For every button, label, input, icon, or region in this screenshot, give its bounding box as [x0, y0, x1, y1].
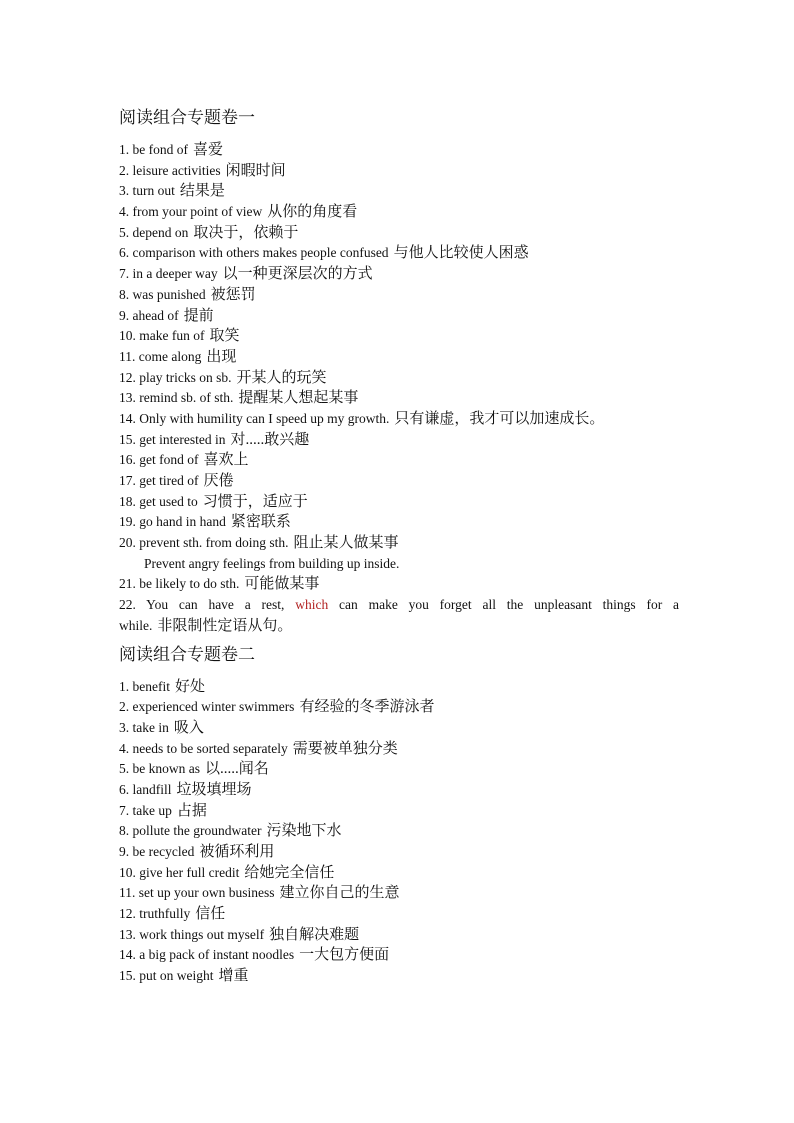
- list-item: [119, 161, 679, 182]
- list-item: [119, 966, 679, 987]
- list-item: [119, 759, 679, 780]
- list-item: [119, 140, 679, 161]
- list-item: [119, 409, 679, 430]
- item-en: 14. a big pack of instant noodles: [119, 947, 295, 963]
- item-en: 5. depend on: [119, 224, 189, 240]
- highlighted-word: which: [295, 597, 329, 613]
- list-item: [119, 821, 679, 842]
- item-zh: 独自解决难题: [269, 926, 360, 943]
- section-one: [119, 106, 679, 637]
- item-en: 15. get interested in: [119, 431, 226, 447]
- item-en: 1. benefit: [119, 678, 170, 694]
- vocab-list: [119, 140, 679, 554]
- item-zh: 被惩罚: [210, 286, 256, 303]
- item-en: 10. make fun of: [119, 328, 205, 344]
- item-en: 7. in a deeper way: [119, 266, 218, 282]
- list-item: [119, 243, 679, 264]
- list-item: [119, 677, 679, 698]
- item-en: 19. go hand in hand: [119, 514, 226, 530]
- list-item: [119, 450, 679, 471]
- section-title: 阅读组合专题卷二: [119, 644, 255, 664]
- item-en: 14. Only with humility can I speed up my growth.: [119, 410, 390, 426]
- item-zh: 以一种更深层次的方式: [222, 266, 373, 283]
- item-zh: 提前: [183, 307, 214, 324]
- list-item-justified: [119, 595, 679, 616]
- list-item: [119, 925, 679, 946]
- document-page: [119, 106, 679, 987]
- item-zh: 习惯于，适应于: [202, 493, 308, 510]
- item-en: 5. be known as: [119, 761, 200, 777]
- list-item: [119, 223, 679, 244]
- item-en: 16. get fond of: [119, 452, 199, 468]
- item-en: while.: [119, 617, 153, 633]
- item-en: 12. truthfully: [119, 906, 191, 922]
- item-en: 8. pollute the groundwater: [119, 823, 262, 839]
- item-en: 8. was punished: [119, 286, 206, 302]
- list-item: [119, 739, 679, 760]
- item-zh: 建立你自己的生意: [279, 885, 400, 902]
- item-en: 6. comparison with others makes people confused: [119, 245, 389, 261]
- item-zh: 喜爱: [192, 142, 223, 158]
- item-en: 6. landfill: [119, 781, 172, 797]
- item-zh: 与他人比较使人困惑: [393, 245, 529, 262]
- item-en: 3. take in: [119, 719, 169, 735]
- list-item-continuation: [119, 616, 679, 637]
- list-item: [119, 883, 679, 904]
- list-item: [119, 512, 679, 533]
- item-en: 15. put on weight: [119, 968, 214, 984]
- item-en: 9. ahead of: [119, 307, 179, 323]
- item-en: 10. give her full credit: [119, 864, 240, 880]
- list-item: [119, 368, 679, 389]
- item-zh: 从你的角度看: [267, 204, 358, 221]
- item-en: 17. get tired of: [119, 473, 199, 488]
- item-zh: 一大包方便面: [299, 947, 390, 964]
- item-zh: 阻止某人做某事: [293, 535, 399, 552]
- item-en: 21. be likely to do sth.: [119, 576, 240, 592]
- list-item: [119, 347, 679, 368]
- item-en: 13. remind sb. of sth.: [119, 390, 234, 406]
- item-en: 18. get used to: [119, 493, 198, 509]
- item-en: 20. prevent sth. from doing sth.: [119, 535, 289, 551]
- item-zh: 闲暇时间: [225, 162, 286, 179]
- section-title: 阅读组合专题卷一: [119, 108, 255, 127]
- item-zh: 可能做某事: [244, 576, 320, 593]
- item-zh: 取决于，依赖于: [193, 224, 299, 241]
- item-en: 22. You can have a rest,: [119, 597, 285, 613]
- item-en: 12. play tricks on sb.: [119, 369, 232, 385]
- item-zh: 需要被单独分类: [292, 740, 398, 757]
- list-item: [119, 430, 679, 451]
- item-zh: 只有谦虚，我才可以加速成长。: [394, 410, 605, 427]
- list-item: [119, 697, 679, 718]
- list-item: [119, 388, 679, 409]
- item-en: 1. be fond of: [119, 142, 188, 157]
- item-en: 13. work things out myself: [119, 926, 265, 942]
- item-zh: 被循环利用: [199, 844, 275, 860]
- item-en: 11. set up your own business: [119, 885, 275, 901]
- list-item: [119, 285, 679, 306]
- item-en: 3. turn out: [119, 183, 175, 199]
- item-zh: 吸入: [173, 719, 204, 736]
- list-item: [119, 181, 679, 202]
- item-zh: 好处: [174, 678, 205, 695]
- list-item: [119, 904, 679, 925]
- item-zh: 提醒某人想起某事: [238, 390, 359, 407]
- item-zh: 结果是: [179, 183, 225, 200]
- item-en: 9. be recycled: [119, 844, 195, 859]
- item-en: 4. from your point of view: [119, 204, 263, 220]
- list-item: [119, 326, 679, 347]
- list-item: [119, 574, 679, 595]
- item-zh: 喜欢上: [203, 452, 249, 469]
- list-item: [119, 264, 679, 285]
- item-zh: 增重: [218, 968, 249, 985]
- item-zh: 有经验的冬季游泳者: [299, 699, 435, 716]
- item-zh: 出现: [206, 348, 237, 365]
- list-item: [119, 202, 679, 223]
- item-en: 2. experienced winter swimmers: [119, 699, 295, 715]
- item-zh: 取笑: [209, 328, 240, 345]
- list-item: [119, 306, 679, 327]
- section-two: [119, 643, 679, 987]
- list-item: [119, 801, 679, 822]
- item-en: 7. take up: [119, 802, 172, 818]
- vocab-list: [119, 677, 679, 987]
- example-sentence: [119, 554, 679, 575]
- item-en: 4. needs to be sorted separately: [119, 740, 288, 756]
- item-zh: 以.....闻名: [205, 761, 269, 778]
- item-zh: 厌倦: [203, 473, 234, 489]
- item-en: 11. come along: [119, 348, 202, 364]
- example-en: Prevent angry feelings from building up inside.: [144, 555, 400, 571]
- item-en-rest: can make you forget all the unpleasant things for a: [339, 597, 679, 613]
- item-zh: 开某人的玩笑: [236, 369, 327, 386]
- list-item: [119, 863, 679, 884]
- list-item: [119, 718, 679, 739]
- item-zh: 给她完全信任: [244, 864, 335, 881]
- list-item: [119, 492, 679, 513]
- item-zh: 垃圾填埋场: [176, 781, 252, 798]
- list-item: [119, 471, 679, 492]
- item-zh: 占据: [176, 802, 207, 819]
- list-item: [119, 533, 679, 554]
- list-item: [119, 945, 679, 966]
- list-item: [119, 780, 679, 801]
- item-zh: 非限制性定语从句。: [157, 617, 293, 634]
- item-en: 2. leisure activities: [119, 162, 221, 178]
- item-zh: 对.....敢兴趣: [230, 431, 310, 448]
- list-item: [119, 842, 679, 863]
- item-zh: 信任: [195, 906, 226, 923]
- item-zh: 污染地下水: [266, 823, 342, 840]
- item-zh: 紧密联系: [230, 514, 291, 531]
